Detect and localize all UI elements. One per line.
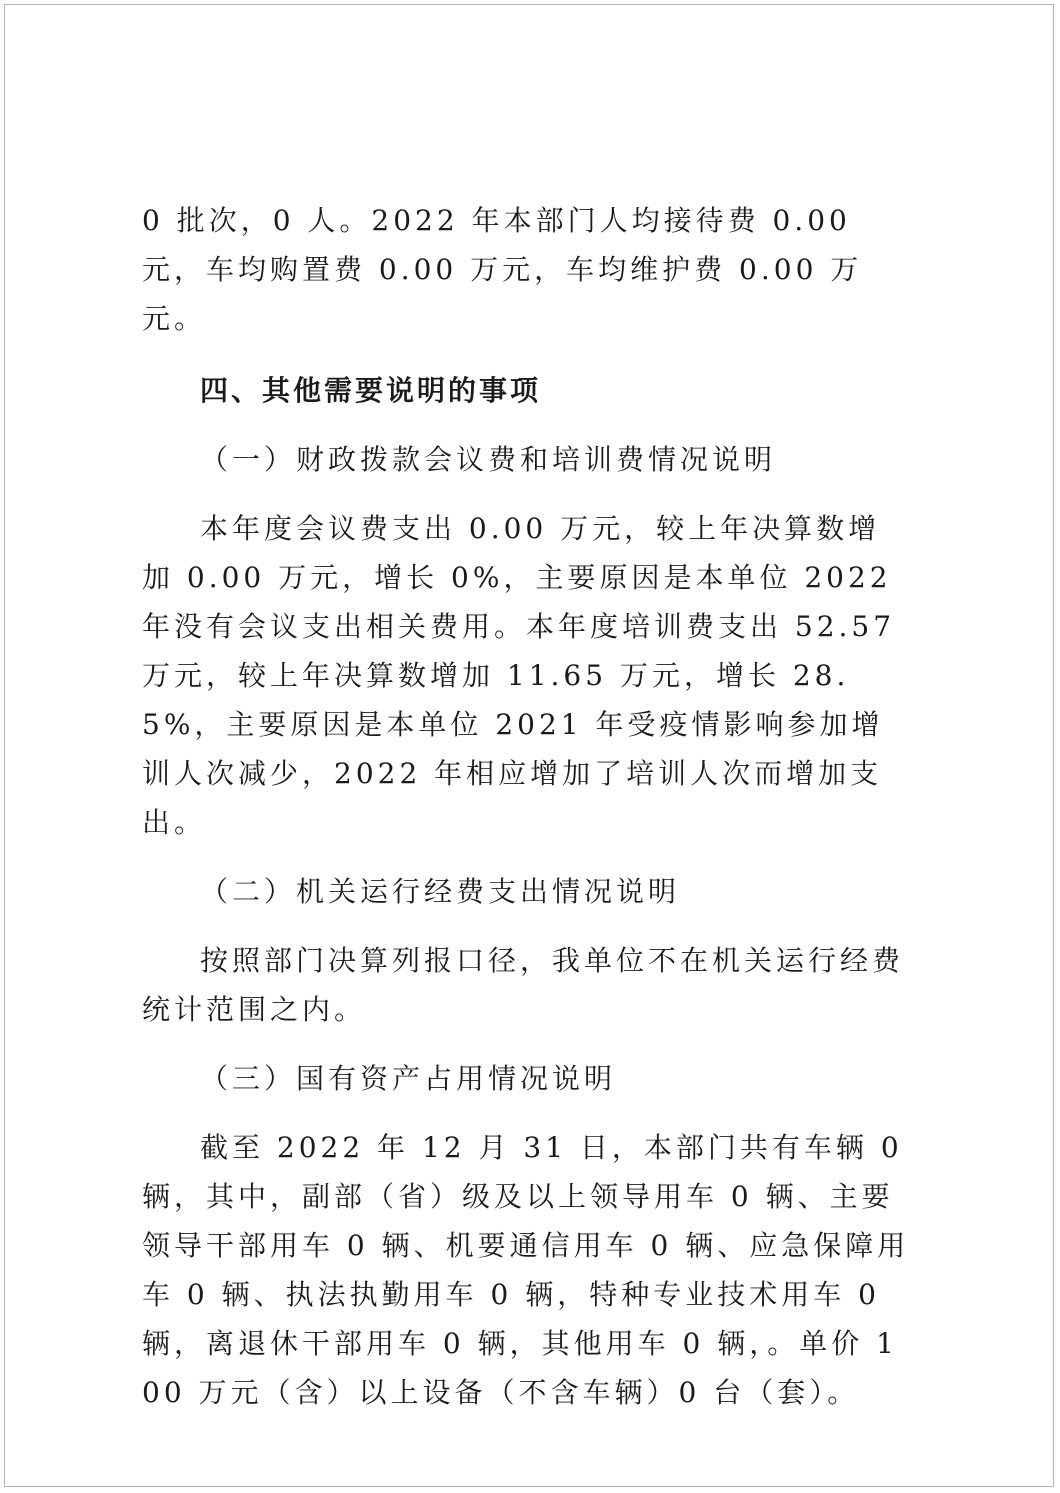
subsection-one-paragraph: 本年度会议费支出 0.00 万元，较上年决算数增加 0.00 万元，增长 0%，主要原因是本单位 2022 年没有会议支出相关费用。本年度培训费支出 52.57 万元，较上年决算数增加 11.65 万元，增长 28.5%，主要原因是本单位 2021 年受疫情影响参加增训人次减少，2022 年相应增加了培训人次而增加支出。 xyxy=(142,512,908,839)
intro-paragraph: 0 批次，0 人。2022 年本部门人均接待费 0.00 元，车均购置费 0.00 万元，车均维护费 0.00 万元。 xyxy=(142,204,864,335)
subsection-two-paragraph: 按照部门决算列报口径，我单位不在机关运行经费统计范围之内。 xyxy=(142,944,905,1026)
section-four-heading: 四、其他需要说明的事项 xyxy=(200,374,542,407)
subsection-three-paragraph: 截至 2022 年 12 月 31 日，本部门共有车辆 0 辆，其中，副部（省）级及以上领导用车 0 辆、主要领导干部用车 0 辆、机要通信用车 0 辆、应急保障用车 0 辆、执法执勤用车 0 辆，特种专业技术用车 0 辆，离退休干部用车 0 辆，其他用车 0 辆，。单价 100 万元（含）以上设备（不含车辆）0 台（套）。 xyxy=(142,1131,916,1409)
subsection-two-heading: （二）机关运行经费支出情况说明 xyxy=(200,875,681,908)
document-body xyxy=(142,196,916,1417)
subsection-one-heading: （一）财政拨款会议费和培训费情况说明 xyxy=(200,443,777,476)
subsection-three-heading: （三）国有资产占用情况说明 xyxy=(200,1062,617,1095)
